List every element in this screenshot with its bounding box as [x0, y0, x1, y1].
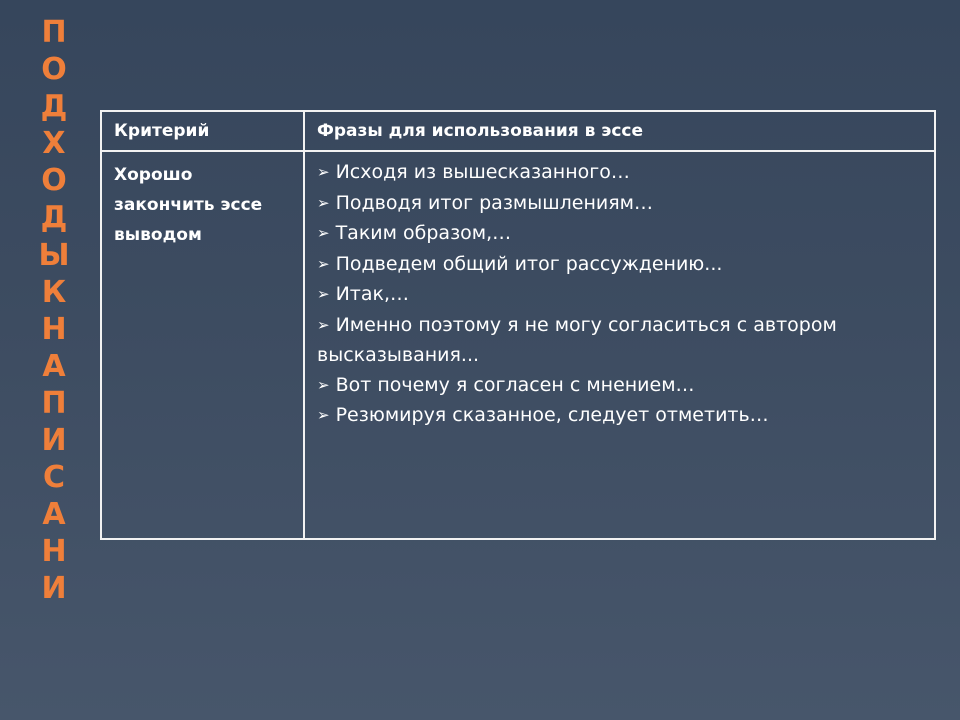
title-letter: Х [42, 126, 66, 162]
list-item [317, 189, 924, 220]
title-letter: С [42, 460, 66, 496]
list-item [317, 219, 924, 250]
phrase-list [317, 158, 924, 432]
title-letter: К [41, 274, 67, 310]
list-item [317, 280, 924, 311]
title-letter: Н [41, 311, 67, 347]
phrase-text: Подведем общий итог рассуждению... [335, 252, 723, 275]
phrase-text: Резюмируя сказанное, следует отметить… [335, 404, 769, 426]
list-item [317, 250, 924, 281]
arrow-bullet-icon: ➢ [317, 285, 330, 303]
vertical-title [34, 14, 74, 608]
title-letter: Д [40, 200, 68, 236]
title-letter: О [41, 52, 67, 88]
arrow-bullet-icon: ➢ [317, 254, 330, 273]
phrase-text: Подводя итог размышлениям… [335, 191, 654, 214]
title-letter: П [41, 385, 67, 421]
table-row [101, 151, 935, 539]
list-item [317, 401, 924, 432]
list-item [317, 371, 924, 402]
phrase-text: Вот почему я согласен с мнением… [335, 373, 695, 396]
arrow-bullet-icon: ➢ [317, 375, 330, 394]
header-phrases: Фразы для использования в эссе [304, 111, 935, 151]
phrase-text: Таким образом,… [335, 222, 512, 244]
essay-table-container [100, 110, 934, 540]
criterion-cell: Хорошо закончить эссе выводом [101, 151, 304, 539]
list-item [317, 311, 924, 371]
phrase-text: Именно поэтому я не могу согласиться с автором высказывания... [317, 313, 837, 366]
arrow-bullet-icon: ➢ [317, 163, 330, 181]
title-letter: Н [41, 534, 67, 570]
title-letter: А [42, 348, 66, 384]
title-letter: Ы [38, 237, 70, 273]
arrow-bullet-icon: ➢ [317, 193, 330, 212]
header-criterion: Критерий [101, 111, 304, 151]
title-letter: А [42, 497, 66, 533]
title-letter: О [41, 163, 67, 199]
title-letter: И [41, 423, 67, 459]
title-letter: П [41, 15, 67, 50]
title-letter: Д [40, 89, 68, 125]
phrases-cell [304, 151, 935, 539]
arrow-bullet-icon: ➢ [317, 315, 330, 334]
list-item [317, 158, 924, 189]
phrase-text: Итак,… [335, 283, 410, 305]
essay-phrases-table [100, 110, 936, 540]
arrow-bullet-icon: ➢ [317, 406, 330, 424]
arrow-bullet-icon: ➢ [317, 224, 330, 242]
title-letter: И [41, 571, 67, 607]
phrase-text: Исходя из вышесказанного… [335, 161, 630, 183]
table-header-row [101, 111, 935, 151]
